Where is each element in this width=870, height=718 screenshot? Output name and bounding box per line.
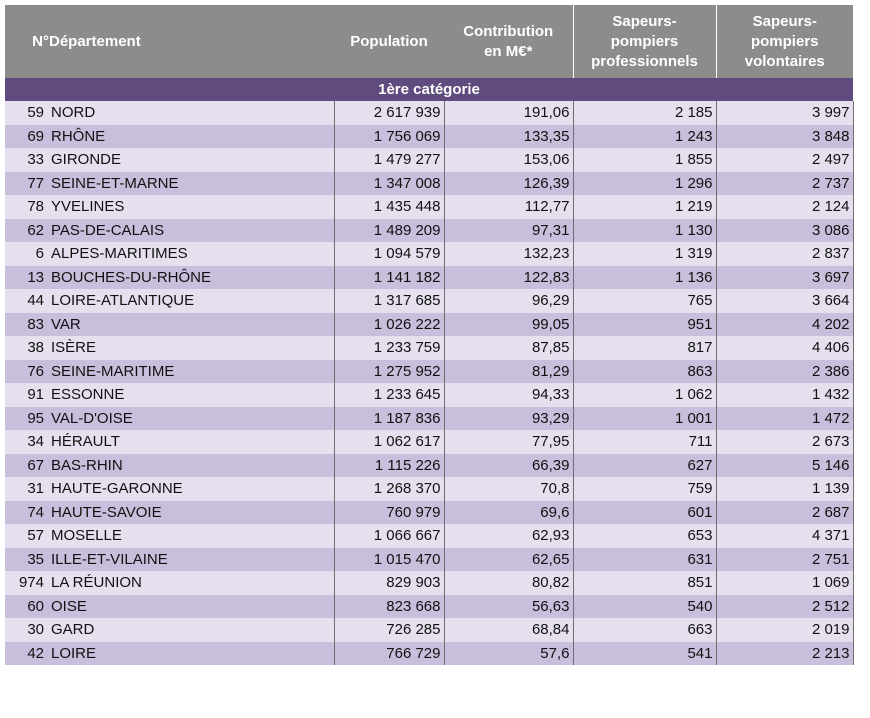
contribution-cell: 80,82 [444,571,573,595]
header-professionnels-line-1: Sapeurs- [612,12,677,30]
dept-number: 95 [5,407,49,431]
dept-number: 59 [5,101,49,125]
table-row [5,195,853,219]
dept-name: OISE [49,595,334,619]
professionnels-cell: 663 [573,618,716,642]
dept-name: YVELINES [49,195,334,219]
table-row [5,407,853,431]
table-row [5,524,853,548]
dept-number: 34 [5,430,49,454]
table-row [5,313,853,337]
dept-name: HAUTE-GARONNE [49,477,334,501]
professionnels-cell: 540 [573,595,716,619]
professionnels-cell: 1 001 [573,407,716,431]
dept-name: SEINE-MARITIME [49,360,334,384]
table-row [5,430,853,454]
dept-number: 77 [5,172,49,196]
volontaires-cell: 3 848 [716,125,853,149]
header-volontaires-line-1: Sapeurs- [752,12,817,30]
volontaires-cell: 2 386 [716,360,853,384]
category-row [5,78,853,101]
header-num: N° [5,5,49,78]
dept-name: ISÈRE [49,336,334,360]
professionnels-cell: 759 [573,477,716,501]
dept-number: 30 [5,618,49,642]
population-cell: 823 668 [334,595,444,619]
professionnels-cell: 1 319 [573,242,716,266]
professionnels-cell: 1 243 [573,125,716,149]
contribution-cell: 69,6 [444,501,573,525]
table-row [5,548,853,572]
population-cell: 760 979 [334,501,444,525]
header-contribution-line-1: Contribution [463,22,554,40]
volontaires-cell: 2 497 [716,148,853,172]
volontaires-cell: 1 069 [716,571,853,595]
contribution-cell: 93,29 [444,407,573,431]
contribution-cell: 62,65 [444,548,573,572]
volontaires-cell: 3 664 [716,289,853,313]
population-cell: 1 756 069 [334,125,444,149]
contribution-cell: 99,05 [444,313,573,337]
dept-number: 31 [5,477,49,501]
departements-table [5,5,854,665]
table-row [5,172,853,196]
dept-name: LA RÉUNION [49,571,334,595]
population-cell: 1 489 209 [334,219,444,243]
header-professionnels [573,5,716,78]
table-row [5,242,853,266]
contribution-cell: 81,29 [444,360,573,384]
professionnels-cell: 817 [573,336,716,360]
contribution-cell: 66,39 [444,454,573,478]
population-cell: 2 617 939 [334,101,444,125]
volontaires-cell: 3 697 [716,266,853,290]
contribution-cell: 94,33 [444,383,573,407]
contribution-cell: 122,83 [444,266,573,290]
volontaires-cell: 1 432 [716,383,853,407]
dept-number: 69 [5,125,49,149]
volontaires-cell: 2 673 [716,430,853,454]
contribution-cell: 132,23 [444,242,573,266]
volontaires-cell: 4 202 [716,313,853,337]
professionnels-cell: 627 [573,454,716,478]
dept-name: VAR [49,313,334,337]
population-cell: 1 187 836 [334,407,444,431]
dept-number: 91 [5,383,49,407]
professionnels-cell: 601 [573,501,716,525]
population-cell: 1 062 617 [334,430,444,454]
volontaires-cell: 2 213 [716,642,853,666]
table-row [5,618,853,642]
dept-number: 57 [5,524,49,548]
dept-name: HÉRAULT [49,430,334,454]
table-row [5,219,853,243]
table-row [5,642,853,666]
population-cell: 1 233 645 [334,383,444,407]
dept-number: 76 [5,360,49,384]
contribution-cell: 57,6 [444,642,573,666]
table-row [5,454,853,478]
table-row [5,360,853,384]
volontaires-cell: 2 737 [716,172,853,196]
dept-name: VAL-D'OISE [49,407,334,431]
population-cell: 1 347 008 [334,172,444,196]
population-cell: 1 317 685 [334,289,444,313]
population-cell: 1 479 277 [334,148,444,172]
professionnels-cell: 541 [573,642,716,666]
table-row [5,266,853,290]
professionnels-cell: 631 [573,548,716,572]
category-label: 1ère catégorie [5,78,853,101]
dept-number: 42 [5,642,49,666]
contribution-cell: 96,29 [444,289,573,313]
dept-name: HAUTE-SAVOIE [49,501,334,525]
population-cell: 829 903 [334,571,444,595]
population-cell: 1 435 448 [334,195,444,219]
table-row [5,125,853,149]
volontaires-cell: 2 019 [716,618,853,642]
contribution-cell: 77,95 [444,430,573,454]
professionnels-cell: 765 [573,289,716,313]
dept-name: MOSELLE [49,524,334,548]
table-row [5,289,853,313]
dept-name: GIRONDE [49,148,334,172]
population-cell: 1 233 759 [334,336,444,360]
contribution-cell: 97,31 [444,219,573,243]
population-cell: 766 729 [334,642,444,666]
dept-name: LOIRE-ATLANTIQUE [49,289,334,313]
dept-number: 74 [5,501,49,525]
dept-number: 78 [5,195,49,219]
volontaires-cell: 5 146 [716,454,853,478]
dept-number: 35 [5,548,49,572]
header-professionnels-line-3: professionnels [591,52,698,70]
contribution-cell: 56,63 [444,595,573,619]
header-volontaires [716,5,853,78]
dept-number: 13 [5,266,49,290]
professionnels-cell: 653 [573,524,716,548]
dept-name: ILLE-ET-VILAINE [49,548,334,572]
dept-name: BAS-RHIN [49,454,334,478]
dept-number: 33 [5,148,49,172]
dept-number: 38 [5,336,49,360]
dept-number: 6 [5,242,49,266]
volontaires-cell: 4 406 [716,336,853,360]
volontaires-cell: 3 997 [716,101,853,125]
table-row [5,101,853,125]
dept-number: 974 [5,571,49,595]
population-cell: 1 115 226 [334,454,444,478]
population-cell: 1 094 579 [334,242,444,266]
professionnels-cell: 2 185 [573,101,716,125]
dept-number: 83 [5,313,49,337]
table-row [5,477,853,501]
table-row [5,595,853,619]
population-cell: 1 066 667 [334,524,444,548]
volontaires-cell: 2 124 [716,195,853,219]
dept-name: NORD [49,101,334,125]
volontaires-cell: 3 086 [716,219,853,243]
population-cell: 1 026 222 [334,313,444,337]
dept-name: ALPES-MARITIMES [49,242,334,266]
contribution-cell: 70,8 [444,477,573,501]
volontaires-cell: 2 751 [716,548,853,572]
header-professionnels-line-2: pompiers [610,32,679,50]
dept-number: 67 [5,454,49,478]
dept-number: 60 [5,595,49,619]
volontaires-cell: 1 139 [716,477,853,501]
volontaires-cell: 2 837 [716,242,853,266]
population-cell: 1 141 182 [334,266,444,290]
header-contribution-line-2: en M€* [484,42,533,60]
population-cell: 726 285 [334,618,444,642]
dept-name: PAS-DE-CALAIS [49,219,334,243]
contribution-cell: 62,93 [444,524,573,548]
table-row [5,501,853,525]
contribution-cell: 68,84 [444,618,573,642]
volontaires-cell: 2 687 [716,501,853,525]
dept-name: LOIRE [49,642,334,666]
dept-number: 62 [5,219,49,243]
header-volontaires-line-2: pompiers [750,32,819,50]
header-population: Population [334,5,444,78]
header-volontaires-line-3: volontaires [744,52,825,70]
dept-name: BOUCHES-DU-RHÔNE [49,266,334,290]
table-row [5,148,853,172]
header-contribution [444,5,573,78]
professionnels-cell: 1 136 [573,266,716,290]
professionnels-cell: 711 [573,430,716,454]
header-departement: Département [49,5,334,78]
dept-name: ESSONNE [49,383,334,407]
population-cell: 1 275 952 [334,360,444,384]
professionnels-cell: 851 [573,571,716,595]
dept-number: 44 [5,289,49,313]
contribution-cell: 153,06 [444,148,573,172]
professionnels-cell: 1 130 [573,219,716,243]
professionnels-cell: 1 219 [573,195,716,219]
professionnels-cell: 1 296 [573,172,716,196]
contribution-cell: 112,77 [444,195,573,219]
volontaires-cell: 4 371 [716,524,853,548]
table-body [5,101,853,665]
professionnels-cell: 1 855 [573,148,716,172]
population-cell: 1 268 370 [334,477,444,501]
table-row [5,383,853,407]
professionnels-cell: 951 [573,313,716,337]
contribution-cell: 126,39 [444,172,573,196]
contribution-cell: 133,35 [444,125,573,149]
table-row [5,571,853,595]
dept-name: RHÔNE [49,125,334,149]
dept-name: GARD [49,618,334,642]
volontaires-cell: 1 472 [716,407,853,431]
population-cell: 1 015 470 [334,548,444,572]
table-row [5,336,853,360]
dept-name: SEINE-ET-MARNE [49,172,334,196]
professionnels-cell: 1 062 [573,383,716,407]
contribution-cell: 87,85 [444,336,573,360]
professionnels-cell: 863 [573,360,716,384]
contribution-cell: 191,06 [444,101,573,125]
volontaires-cell: 2 512 [716,595,853,619]
header-row [5,5,853,78]
